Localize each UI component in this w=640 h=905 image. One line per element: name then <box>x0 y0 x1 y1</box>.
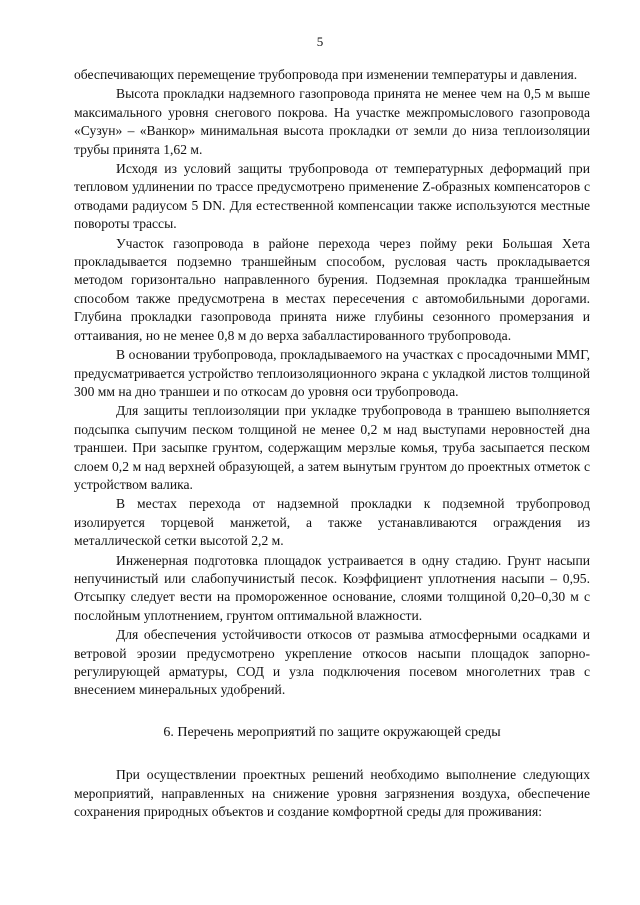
paragraph-river-crossing: Участок газопровода в районе перехода через пойму реки Большая Хета прокладывается подземно траншейным способом, русловая часть прокладывается методом горизонтально направленного бурения. Подземная прокладка траншейным способом также предусмотрена в местах пересечения с автомобильными дорогами. Глубина прокладки газопровода принята ниже глубины сезонного промерзания и оттаивания, но не менее 0,8 м до верха забалластированного трубопровода. <box>74 235 590 343</box>
section-heading: 6. Перечень мероприятий по защите окружающей среды <box>163 724 501 740</box>
document-body <box>74 66 590 822</box>
paragraph-insulation-screen: В основании трубопровода, прокладываемого на участках с просадочными ММГ, предусматривается устройство теплоизоляционного экрана с укладкой листов толщиной 300 мм на дно траншеи и по откосам до уровня оси трубопровода. <box>74 347 590 399</box>
paragraph-thermal-compensation: Исходя из условий защиты трубопровода от температурных деформаций при тепловом удлинении по трассе предусмотрено применение Z-образных компенсаторов с отводами радиусом 5 DN. Для естественной компенсации также используются местные повороты трассы. <box>74 161 590 232</box>
paragraph-transition-sealing: В местах перехода от надземной прокладки к подземной трубопровод изолируется торцевой манжетой, а также устанавливаются ограждения из металлической сетки высотой 2,2 м. <box>74 496 590 549</box>
paragraph-elevation-height: Высота прокладки надземного газопровода принята не менее чем на 0,5 м выше максимального уровня снегового покрова. На участке межпромыслового газопровода «Сузун» – «Ванкор» минимальная высота прокладки от земли до низа теплоизоляции трубы принята 1,62 м. <box>74 86 590 157</box>
paragraph-environmental-measures: При осуществлении проектных решений необходимо выполнение следующих мероприятий, направленных на снижение уровня загрязнения воздуха, обеспечение сохранения природных объектов и создание комфортной среды для проживания: <box>74 767 590 820</box>
page-number: 5 <box>316 34 324 49</box>
paragraph-slope-protection: Для обеспечения устойчивости откосов от размыва атмосферными осадками и ветровой эрозии предусмотрено укрепление откосов насыпи площадок запорно-регулирующей арматуры, СОД и узла подключения посевом многолетних трав с внесением минеральных удобрений. <box>74 627 590 698</box>
paragraph-continuation: обеспечивающих перемещение трубопровода при изменении температуры и давления. <box>74 67 578 82</box>
paragraph-site-preparation: Инженерная подготовка площадок устраивается в одну стадию. Грунт насыпи непучинистый или слабопучинистый песок. Коэффициент уплотнения насыпи – 0,95. Отсыпку следует вести на промороженное основание, слоями толщиной 0,20–0,30 м с послойным уплотнением, грунтом оптимальной влажности. <box>74 552 590 623</box>
paragraph-sand-bedding: Для защиты теплоизоляции при укладке трубопровода в траншею выполняется подсыпка сыпучим песком толщиной не менее 0,2 м над выступами неровностей дна траншеи. При засыпке грунтом, содержащим мерзлые комья, труба засыпается песком слоем 0,2 м над верхней образующей, а затем вынутым грунтом до проектных отметок с устройством валика. <box>74 403 590 492</box>
